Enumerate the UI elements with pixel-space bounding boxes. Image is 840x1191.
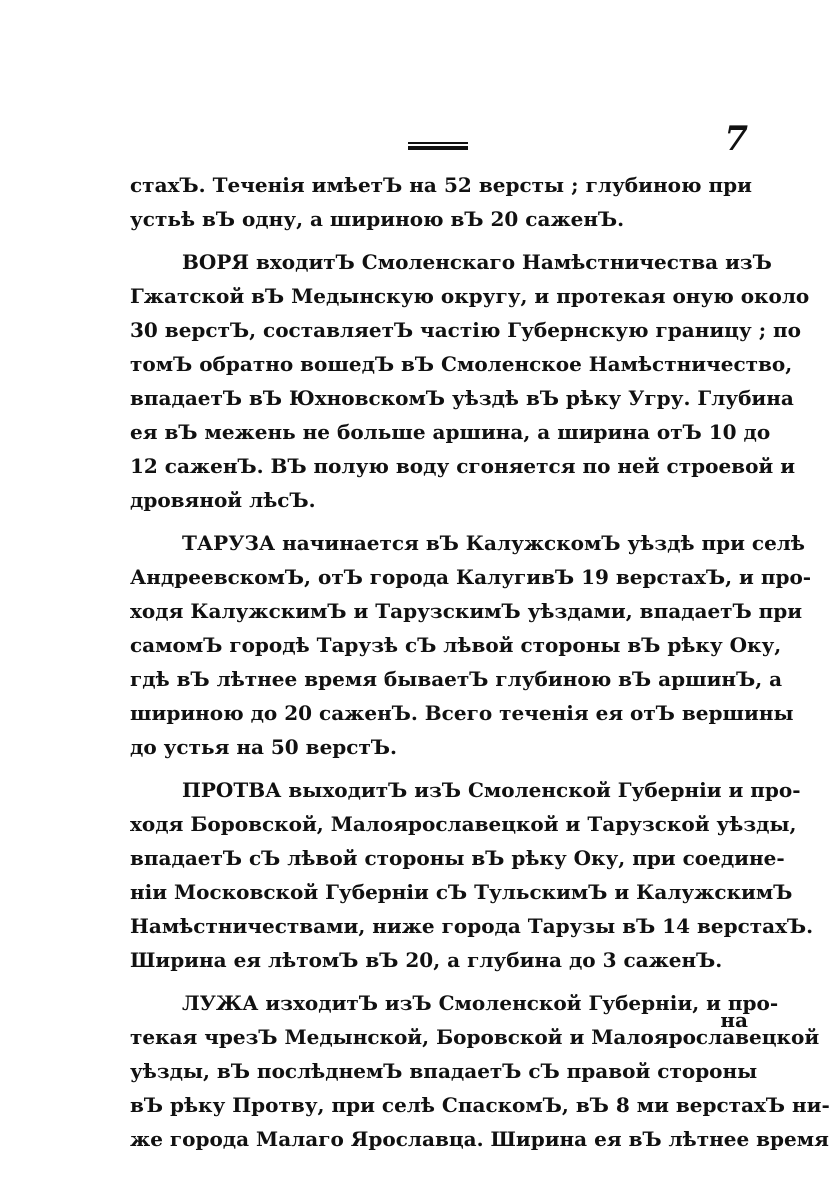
text-line: впадаетЪ сЪ лѣвой стороны вЪ рѣку Оку, при соедине- — [130, 846, 785, 870]
text-line: впадаетЪ вЪ ЮхновскомЪ уѣздѣ вЪ рѣку Угру. Глубина — [130, 386, 794, 410]
text-line: устьѣ вЪ одну, а шириною вЪ 20 саженЪ. — [130, 207, 625, 231]
text-line: стахЪ. Теченія имѣетЪ на 52 версты ; глубиною при — [130, 173, 752, 197]
text-line: 12 саженЪ. ВЪ полую воду сгоняется по ней строевой и — [130, 454, 796, 478]
paragraph-vorya — [130, 245, 810, 517]
text-line: дровяной лѣсЪ. — [130, 488, 316, 512]
page-number: 7 — [724, 119, 748, 159]
text-line: уѣзды, вЪ послѣднемЪ впадаетЪ сЪ правой стороны — [130, 1059, 758, 1083]
text-line: 30 верстЪ, составляетЪ частію Губернскую границу ; по — [130, 318, 802, 342]
text-line: Гжатской вЪ Медынскую округу, и протекая оную около — [130, 284, 810, 308]
text-line: ходя КалужскимЪ и ТарузскимЪ уѣздами, впадаетЪ при — [130, 599, 803, 623]
text-line: самомЪ городѣ Тарузѣ сЪ лѣвой стороны вЪ рѣку Оку, — [130, 633, 782, 657]
text-line: вЪ рѣку Протву, при селѣ СпаскомЪ, вЪ 8 ми верстахЪ ни- — [130, 1093, 830, 1117]
text-line: ТАРУЗА начинается вЪ КалужскомЪ уѣздѣ при селѣ — [182, 531, 805, 555]
text-line: ніи Московской Губерніи сЪ ТульскимЪ и КалужскимЪ — [130, 880, 793, 904]
text-line: ВОРЯ входитЪ Смоленскаго Намѣстничества изЪ — [182, 250, 772, 274]
text-line: до устья на 50 верстЪ. — [130, 735, 397, 759]
catchword: на — [720, 1008, 748, 1032]
text-line: ЛУЖА изходитЪ изЪ Смоленской Губерніи, и про- — [182, 991, 779, 1015]
header-rule-thin — [408, 142, 468, 144]
text-line: ея вЪ межень не больше аршина, а ширина отЪ 10 до — [130, 420, 771, 444]
text-line: томЪ обратно вошедЪ вЪ Смоленское Намѣстничество, — [130, 352, 793, 376]
header-rule-thick — [408, 146, 468, 150]
header-rule — [408, 142, 468, 151]
paragraph-protva — [130, 773, 814, 977]
text-line: ходя Боровской, Малоярославецкой и Тарузской уѣзды, — [130, 812, 797, 836]
text-line: шириною до 20 саженЪ. Всего теченія ея отЪ вершины — [130, 701, 794, 725]
paragraph-1 — [130, 168, 752, 236]
text-line: АндреевскомЪ, отЪ города КалугивЪ 19 верстахЪ, и про- — [130, 565, 812, 589]
paragraph-taruza — [130, 526, 812, 764]
text-line: Ширина ея лѣтомЪ вЪ 20, а глубина до 3 саженЪ. — [130, 948, 723, 972]
text-line: ПРОТВА выходитЪ изЪ Смоленской Губерніи и про- — [182, 778, 801, 802]
paragraph-luzha — [130, 986, 830, 1156]
text-line: гдѣ вЪ лѣтнее время бываетЪ глубиною вЪ аршинЪ, а — [130, 667, 783, 691]
text-line: Намѣстничествами, ниже города Тарузы вЪ 14 верстахЪ. — [130, 914, 814, 938]
body-text — [130, 168, 830, 1165]
text-line: текая чрезЪ Медынской, Боровской и Малоярославецкой — [130, 1025, 820, 1049]
text-line: же города Малаго Ярославца. Ширина ея вЪ лѣтнее время — [130, 1127, 829, 1151]
